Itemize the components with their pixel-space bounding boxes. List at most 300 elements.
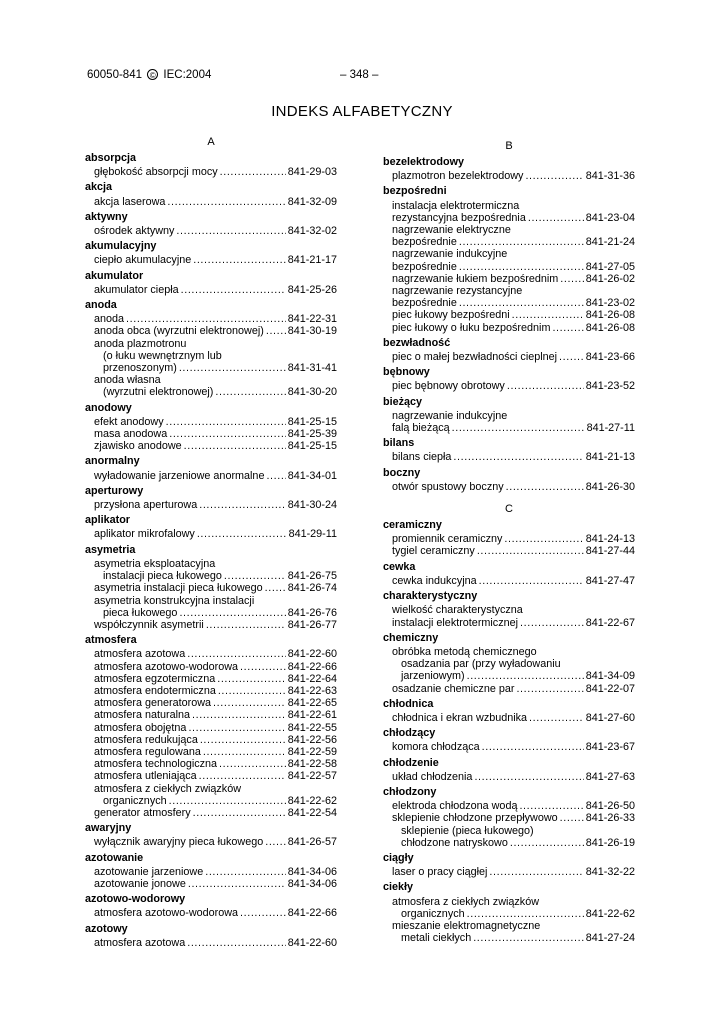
entry-text: piec łukowy o łuku bezpośrednim [392, 321, 551, 334]
dot-leader [193, 807, 286, 819]
index-term: charakterystyczny [383, 590, 478, 603]
entry-number: 841-24-13 [585, 533, 635, 546]
entry-number: 841-29-03 [287, 166, 337, 179]
index-group [383, 727, 635, 753]
index-group [383, 337, 635, 363]
dot-leader [169, 795, 286, 807]
entry-number: 841-26-57 [287, 836, 337, 849]
index-entry [94, 866, 337, 878]
dot-leader [199, 499, 286, 511]
dot-leader [219, 758, 286, 770]
index-entry [94, 619, 337, 631]
index-entry [94, 470, 337, 482]
entry-text: atmosfera redukująca [94, 733, 198, 746]
entry-text: piec bębnowy obrotowy [392, 380, 505, 393]
entry-text: atmosfera utleniająca [94, 770, 197, 783]
entry-number: 841-23-67 [585, 741, 635, 754]
index-entry [392, 712, 635, 724]
dot-leader [560, 812, 584, 824]
dot-leader [477, 545, 584, 557]
index-entry [392, 451, 635, 463]
index-entry [392, 617, 635, 629]
index-entry [94, 225, 337, 237]
groups-b [383, 156, 635, 493]
entry-number: 841-34-06 [287, 865, 337, 878]
entry-number: 841-26-33 [585, 812, 635, 825]
entry-number: 841-32-22 [585, 866, 635, 879]
index-entry-continuation: anoda plazmotronu [94, 337, 187, 350]
entry-number: 841-27-47 [585, 574, 635, 587]
index-term: chemiczny [383, 631, 439, 644]
index-group [85, 240, 337, 266]
entry-text: wyłącznik awaryjny pieca łukowego [94, 836, 264, 849]
index-group [85, 822, 337, 848]
entry-number: 841-22-62 [585, 907, 635, 920]
entry-number: 841-26-77 [287, 618, 337, 631]
index-entry [94, 937, 337, 949]
entry-number: 841-26-76 [287, 606, 337, 619]
entry-text: przysłona aperturowa [94, 499, 198, 512]
dot-leader [510, 837, 584, 849]
index-entry-continuation: instalacja elektrotermiczna [392, 199, 520, 212]
entry-text: atmosfera egzotermiczna [94, 672, 216, 685]
index-entry [103, 607, 337, 619]
entry-text: atmosfera technologiczna [94, 758, 218, 771]
index-entry [392, 212, 635, 224]
index-entry-continuation: obróbka metodą chemicznego [392, 645, 537, 658]
dot-leader [200, 734, 286, 746]
dot-leader [559, 351, 584, 363]
entry-text: akumulator ciepła [94, 283, 179, 296]
index-entry [392, 297, 635, 309]
dot-leader [459, 297, 584, 309]
dot-leader [179, 607, 285, 619]
entry-number: 841-25-15 [287, 415, 337, 428]
index-entry [392, 533, 635, 545]
index-entry [392, 800, 635, 812]
index-term: akcja [85, 181, 113, 194]
index-group [383, 632, 635, 695]
index-term: anormalny [85, 455, 140, 468]
index-group [85, 544, 337, 631]
entry-text: atmosfera naturalna [94, 709, 191, 722]
entry-text: atmosfera regulowana [94, 745, 201, 758]
dot-leader [525, 170, 583, 182]
index-entry [392, 866, 635, 878]
entry-text: masa anodowa [94, 428, 168, 441]
entry-number: 841-27-60 [585, 711, 635, 724]
index-term: aperturowy [85, 484, 144, 497]
dot-leader [452, 422, 585, 434]
entry-text: instalacji pieca łukowego [103, 570, 222, 583]
entry-number: 841-22-63 [287, 684, 337, 697]
entry-number: 841-30-24 [287, 499, 337, 512]
entry-text: azotowanie jonowe [94, 877, 186, 890]
index-term: asymetria [85, 543, 136, 556]
page-title: INDEKS ALFABETYCZNY [271, 103, 453, 120]
index-group [85, 852, 337, 891]
index-group [85, 270, 337, 296]
dot-leader [205, 866, 286, 878]
entry-text: generator atmosfery [94, 806, 191, 819]
index-entry [94, 770, 337, 782]
index-group [383, 852, 635, 878]
index-entry [392, 170, 635, 182]
groups-a [85, 152, 337, 949]
index-group [383, 757, 635, 783]
entry-number: 841-22-55 [287, 721, 337, 734]
entry-text: sklepienie chłodzone przepływowo [392, 812, 558, 825]
entry-number: 841-26-08 [585, 321, 635, 334]
index-entry [392, 683, 635, 695]
index-entry [94, 440, 337, 452]
index-term: akumulator [85, 269, 144, 282]
dot-leader [504, 533, 583, 545]
dot-leader [453, 451, 583, 463]
index-term: chłodzony [383, 785, 437, 798]
dot-leader [265, 836, 286, 848]
entry-text: organicznych [401, 907, 465, 920]
entry-number: 841-22-65 [287, 697, 337, 710]
dot-leader [482, 741, 584, 753]
index-entry [94, 807, 337, 819]
entry-number: 841-25-26 [287, 283, 337, 296]
dot-leader [506, 481, 584, 493]
groups-c [383, 519, 635, 944]
dot-leader [265, 582, 286, 594]
index-group [85, 455, 337, 481]
dot-leader [459, 261, 584, 273]
index-entry-continuation: asymetria konstrukcyjna instalacji [94, 594, 255, 607]
dot-leader [240, 907, 286, 919]
index-group [85, 485, 337, 511]
dot-leader [266, 325, 286, 337]
entry-number: 841-30-19 [287, 325, 337, 338]
dot-leader [224, 570, 286, 582]
index-term: chłodzenie [383, 756, 439, 769]
index-entry-continuation: osadzania par (przy wyładowaniu [401, 658, 561, 671]
dot-leader [187, 937, 286, 949]
index-entry [94, 661, 337, 673]
entry-number: 841-26-08 [585, 309, 635, 322]
entry-text: bezpośrednie [392, 236, 457, 249]
dot-leader [528, 212, 584, 224]
entry-number: 841-34-09 [585, 670, 635, 683]
entry-text: asymetria instalacji pieca łukowego [94, 582, 263, 595]
entry-number: 841-29-11 [288, 528, 337, 541]
dot-leader [206, 619, 286, 631]
index-entry [103, 795, 337, 807]
index-entry [392, 236, 635, 248]
index-term: bieżący [383, 395, 423, 408]
index-entry [94, 648, 337, 660]
entry-text: atmosfera generatorowa [94, 697, 212, 710]
dot-leader [126, 313, 286, 325]
entry-text: cewka indukcyjna [392, 574, 477, 587]
entry-number: 841-30-20 [287, 386, 337, 399]
dot-leader [176, 225, 285, 237]
index-group [85, 299, 337, 399]
index-group [383, 467, 635, 493]
index-term: awaryjny [85, 822, 132, 835]
entry-text: akcja laserowa [94, 195, 166, 208]
entry-number: 841-22-61 [287, 709, 337, 722]
entry-text: wyładowanie jarzeniowe anormalne [94, 469, 265, 482]
index-entry [392, 273, 635, 285]
index-group [383, 519, 635, 558]
index-term: atmosfera [85, 634, 137, 647]
entry-number: 841-34-06 [287, 877, 337, 890]
entry-number: 841-27-63 [585, 770, 635, 783]
index-entry [392, 741, 635, 753]
entry-number: 841-26-30 [585, 480, 635, 493]
index-entry [392, 771, 635, 783]
dot-leader [489, 866, 583, 878]
dot-leader [479, 575, 584, 587]
entry-text: jarzeniowym) [401, 670, 465, 683]
index-column-left [85, 136, 337, 952]
entry-text: komora chłodząca [392, 741, 480, 754]
index-entry [94, 582, 337, 594]
entry-number: 841-22-56 [287, 733, 337, 746]
index-entry [94, 196, 337, 208]
entry-number: 841-23-02 [585, 297, 635, 310]
index-term: chłodzący [383, 727, 436, 740]
dot-leader [560, 273, 584, 285]
index-group [85, 514, 337, 540]
entry-number: 841-22-31 [287, 313, 337, 326]
entry-text: laser o pracy ciągłej [392, 866, 488, 879]
dot-leader [516, 683, 583, 695]
dot-leader [188, 722, 285, 734]
entry-text: aplikator mikrofalowy [94, 528, 195, 541]
index-group [85, 923, 337, 949]
index-group [85, 152, 337, 178]
index-entry-continuation: atmosfera z ciekłych związków [94, 782, 242, 795]
index-entry [392, 380, 635, 392]
index-group [85, 181, 337, 207]
dot-leader [197, 528, 287, 540]
entry-text: przenoszonym) [103, 362, 177, 375]
index-group [85, 402, 337, 453]
entry-number: 841-26-75 [287, 570, 337, 583]
index-entry-continuation: sklepienie (pieca łukowego) [401, 824, 534, 837]
index-entry [401, 837, 635, 849]
index-term: ciekły [383, 881, 414, 894]
index-term: cewka [383, 560, 416, 573]
index-group [85, 211, 337, 237]
index-entry-continuation: anoda własna [94, 374, 161, 387]
index-entry-continuation: nagrzewanie rezystancyjne [392, 285, 523, 298]
index-entry [392, 545, 635, 557]
dot-leader [166, 416, 286, 428]
entry-number: 841-27-05 [585, 260, 635, 273]
entry-number: 841-22-57 [287, 770, 337, 783]
index-term: ciągły [383, 851, 414, 864]
section-letter-a: A [207, 136, 215, 148]
entry-text: bezpośrednie [392, 260, 457, 273]
index-entry-continuation: wielkość charakterystyczna [392, 604, 523, 617]
entry-number: 841-22-64 [287, 672, 337, 685]
entry-text: promiennik ceramiczny [392, 533, 503, 546]
index-entry [94, 746, 337, 758]
index-term: anodowy [85, 401, 132, 414]
dot-leader [507, 380, 584, 392]
index-entry [94, 836, 337, 848]
index-entry [401, 908, 635, 920]
entry-number: 841-22-66 [287, 660, 337, 673]
dot-leader [181, 284, 286, 296]
entry-number: 841-22-66 [287, 907, 337, 920]
index-group [383, 156, 635, 182]
entry-text: współczynnik asymetrii [94, 618, 204, 631]
index-entry [94, 313, 337, 325]
entry-text: zjawisko anodowe [94, 440, 182, 453]
index-entry [103, 570, 337, 582]
entry-number: 841-25-15 [287, 440, 337, 453]
index-entry [392, 575, 635, 587]
index-term: bezelektrodowy [383, 156, 464, 168]
entry-number: 841-34-01 [287, 469, 337, 482]
dot-leader [220, 166, 286, 178]
entry-text: ośrodek aktywny [94, 225, 175, 238]
entry-text: głębokość absorpcji mocy [94, 166, 218, 179]
entry-text: osadzanie chemiczne par [392, 682, 515, 695]
entry-text: ciepło akumulacyjne [94, 254, 192, 267]
entry-text: metali ciekłych [401, 932, 472, 945]
index-term: bezpośredni [383, 185, 447, 198]
entry-text: organicznych [103, 794, 167, 807]
entry-text: układ chłodzenia [392, 770, 473, 783]
index-group [383, 561, 635, 587]
index-entry [392, 351, 635, 363]
index-term: azotowanie [85, 851, 144, 864]
entry-number: 841-31-41 [287, 362, 337, 375]
dot-leader [529, 712, 584, 724]
section-letter-c: C [505, 503, 513, 516]
index-entry [94, 284, 337, 296]
entry-text: rezystancyjna bezpośrednia [392, 211, 526, 224]
index-term: azotowo-wodorowy [85, 893, 186, 906]
entry-text: bezpośrednie [392, 297, 457, 310]
entry-text: atmosfera azotowa [94, 648, 186, 661]
copyright-icon: © [147, 69, 158, 80]
index-entry [392, 261, 635, 273]
index-entry-continuation: nagrzewanie indukcyjne [392, 248, 508, 261]
entry-text: atmosfera endotermiczna [94, 684, 216, 697]
entry-text: falą bieżącą [392, 422, 450, 435]
index-group [85, 893, 337, 919]
entry-number: 841-23-66 [585, 351, 635, 364]
entry-number: 841-22-07 [585, 682, 635, 695]
entry-text: tygiel ceramiczny [392, 545, 475, 558]
index-term: bębnowy [383, 366, 430, 379]
entry-text: efekt anodowy [94, 415, 164, 428]
entry-text: atmosfera azotowo-wodorowa [94, 907, 239, 920]
index-term: anoda [85, 299, 117, 312]
index-term: boczny [383, 466, 421, 479]
page-number: – 348 – [340, 69, 379, 81]
index-entry [94, 878, 337, 890]
dot-leader [193, 254, 286, 266]
index-term: aktywny [85, 210, 128, 223]
dot-leader [187, 648, 286, 660]
index-entry [392, 322, 635, 334]
dot-leader [467, 908, 584, 920]
entry-number: 841-22-62 [287, 794, 337, 807]
index-entry [94, 166, 337, 178]
index-entry-continuation: (o łuku wewnętrznym lub [103, 349, 222, 362]
dot-leader [552, 322, 583, 334]
index-term: absorpcja [85, 152, 137, 164]
index-entry-continuation: atmosfera z ciekłych związków [392, 895, 540, 908]
dot-leader [467, 670, 584, 682]
entry-text: atmosfera obojętna [94, 721, 187, 734]
index-group [383, 590, 635, 629]
index-entry [103, 386, 337, 398]
index-group [383, 698, 635, 724]
dot-leader [213, 697, 286, 709]
dot-leader [199, 770, 286, 782]
entry-number: 841-23-04 [585, 211, 635, 224]
index-term: chłodnica [383, 697, 434, 710]
entry-number: 841-22-60 [287, 648, 337, 661]
entry-number: 841-32-02 [287, 225, 337, 238]
index-group [383, 437, 635, 463]
entry-text: (wyrzutni elektronowej) [103, 386, 214, 399]
index-entry [94, 907, 337, 919]
index-group [383, 396, 635, 435]
index-entry [94, 673, 337, 685]
index-entry [94, 499, 337, 511]
index-term: aplikator [85, 514, 131, 527]
index-entry [94, 758, 337, 770]
index-entry-continuation: nagrzewanie indukcyjne [392, 409, 508, 422]
index-entry-continuation: nagrzewanie elektryczne [392, 224, 511, 237]
dot-leader [215, 386, 285, 398]
entry-text: nagrzewanie łukiem bezpośrednim [392, 272, 559, 285]
index-entry [103, 362, 337, 374]
index-entry [392, 309, 635, 321]
dot-leader [474, 771, 583, 783]
entry-number: 841-26-74 [287, 582, 337, 595]
entry-text: piec o małej bezwładności cieplnej [392, 351, 558, 364]
entry-text: chłodzone natryskowo [401, 836, 508, 849]
entry-text: azotowanie jarzeniowe [94, 865, 204, 878]
index-entry-continuation: asymetria eksploatacyjna [94, 557, 216, 570]
entry-number: 841-26-02 [585, 272, 635, 285]
dot-leader [459, 236, 584, 248]
entry-number: 841-22-54 [287, 806, 337, 819]
entry-number: 841-22-67 [585, 616, 635, 629]
index-entry [401, 670, 635, 682]
dot-leader [217, 673, 286, 685]
dot-leader [167, 196, 285, 208]
entry-number: 841-22-59 [287, 745, 337, 758]
index-entry [94, 528, 337, 540]
index-term: ceramiczny [383, 519, 442, 532]
index-group [85, 634, 337, 819]
index-entry [94, 697, 337, 709]
index-entry [94, 416, 337, 428]
index-term: azotowy [85, 922, 128, 935]
dot-leader [188, 878, 286, 890]
index-entry [94, 254, 337, 266]
entry-number: 841-32-09 [287, 195, 337, 208]
index-entry [94, 325, 337, 337]
entry-text: plazmotron bezelektrodowy [392, 170, 524, 183]
entry-number: 841-21-24 [585, 236, 635, 249]
